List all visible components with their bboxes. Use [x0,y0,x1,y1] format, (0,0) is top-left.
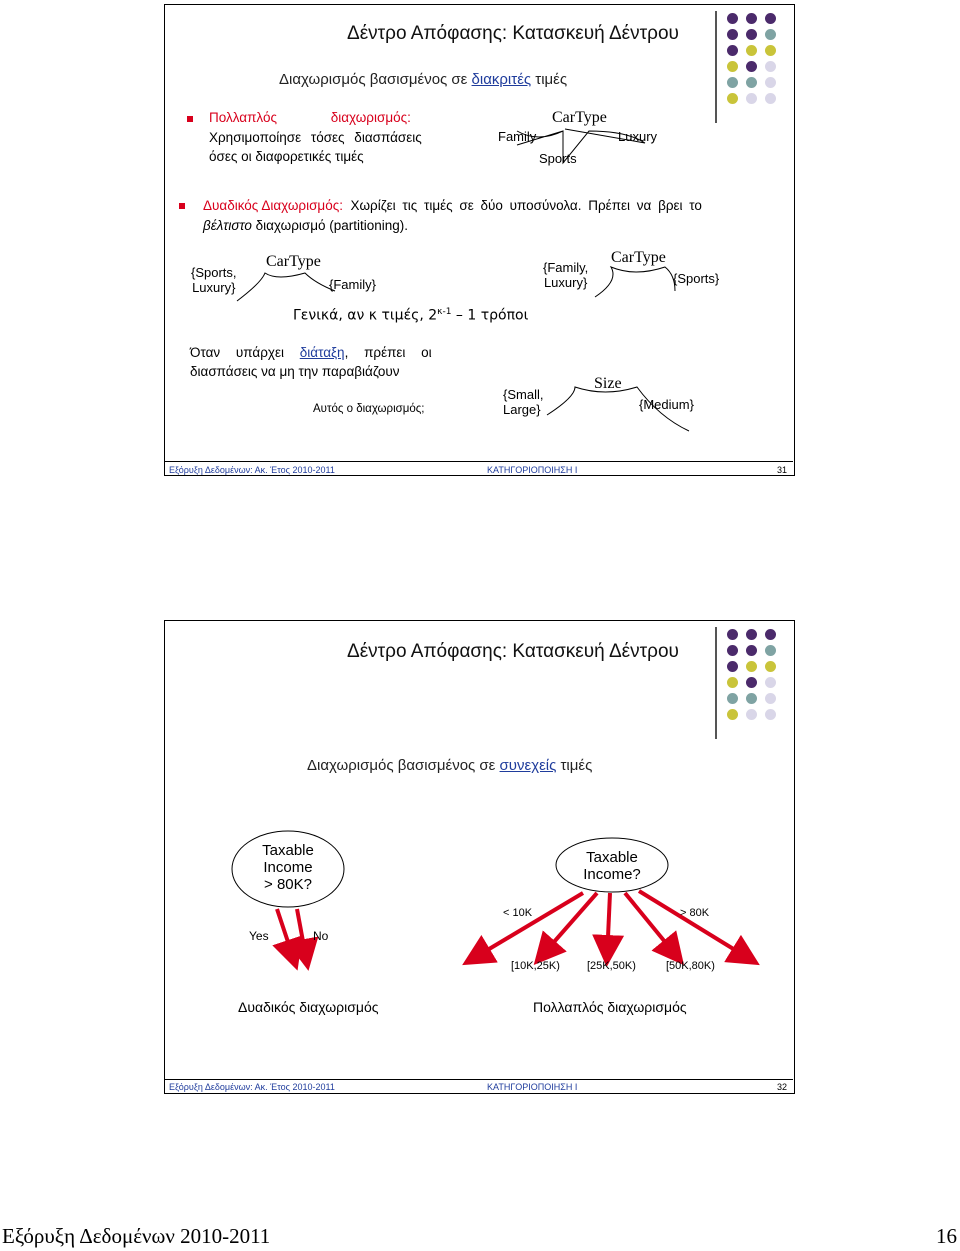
binary-split-line2: βέλτιστο διαχωρισμό (partitioning). [203,218,409,233]
multi-tree-left: Family [498,129,537,144]
slide-subtitle: Διαχωρισμός βασισμένος σε συνεχείς τιμές [307,757,593,774]
multi-tree-lt-label: < 10K [503,907,533,919]
subtitle-keyword: διακριτές [471,71,532,88]
document-page-number: 16 [936,1224,957,1248]
slide-31 [164,4,795,476]
multi-tree-node: Taxable Income? [583,849,641,883]
multi-tree-range-1: [10K,25K) [511,960,560,972]
size-tree-root: Size [594,375,622,392]
bullet-icon [179,203,185,209]
size-tree-left: {Small, Large} [503,387,544,417]
multi-tree-gt-label: > 80K [680,907,710,919]
multi-tree-middle: Sports [539,151,577,166]
order-question: Αυτός ο διαχωρισμός; [313,403,425,415]
slide-32 [164,620,795,1094]
footer-page-number: 32 [777,1082,788,1092]
tree2-right: {Sports} [673,271,720,286]
footer-course: Εξόρυξη Δεδομένων: Ακ. Έτος 2010-2011 [169,465,335,475]
footer-chapter: ΚΑΤΗΓΟΡΙΟΠΟΙΗΣΗ Ι [487,1082,578,1092]
multi-split-line2: όσες οι διαφορετικές τιμές [209,149,364,164]
footer-divider [165,1079,793,1080]
footer-divider [165,461,793,462]
tree1-right: {Family} [329,277,376,292]
binary-split-heading: Δυαδικός Διαχωρισμός: [203,198,343,213]
multi-tree-range-3: [50K,80K) [666,960,715,972]
tree-lines-slide1 [165,5,796,477]
general-formula: Γενικά, αν κ τιμές, $2^{\kappa-1} - 1$ τρόποι [293,307,529,324]
tree1-root: CarType [266,253,321,270]
slide-subtitle: Διαχωρισμός βασισμένος σε διακριτές τιμές [279,71,568,88]
multi-split-line1: Χρησιμοποίησε τόσες διασπάσεις [209,130,422,145]
binary-tree-node: Taxable Income > 80K? [262,842,314,893]
multi-tree-right: Luxury [618,129,658,144]
slide-title: Δέντρο Απόφασης: Κατασκευή Δέντρου [347,23,679,44]
size-tree-right: {Medium} [639,397,694,412]
footer-chapter: ΚΑΤΗΓΟΡΙΟΠΟΙΗΣΗ Ι [487,465,578,475]
binary-tree-yes: Yes [249,929,269,943]
footer-page-number: 31 [777,465,788,475]
document-footer-title: Εξόρυξη Δεδομένων 2010-2011 [2,1224,271,1248]
binary-tree-caption: Δυαδικός διαχωρισμός [238,999,379,1015]
order-keyword: διάταξη [299,345,345,360]
tree1-left: {Sports, Luxury} [191,265,237,295]
multi-tree-caption: Πολλαπλός διαχωρισμός [533,999,687,1015]
order-line2: διασπάσεις να μη την παραβιάζουν [190,364,400,379]
order-line1: Όταν υπάρχει διάταξη, πρέπει οι [190,345,432,360]
binary-split-line1: Δυαδικός Διαχωρισμός: Χωρίζει τις τιμές σε δύο υποσύνολα. Πρέπει να βρει το [203,198,702,213]
multi-tree-root: CarType [552,109,607,126]
binary-tree-no: No [313,929,329,943]
subtitle-keyword: συνεχείς [499,757,557,774]
multi-tree-range-2: [25K,50K) [587,960,636,972]
slide-title: Δέντρο Απόφασης: Κατασκευή Δέντρου [347,641,679,662]
tree2-left: {Family, Luxury} [543,260,589,290]
tree2-root: CarType [611,249,666,266]
footer-course: Εξόρυξη Δεδομένων: Ακ. Έτος 2010-2011 [169,1082,335,1092]
multi-split-heading: Πολλαπλός διαχωρισμός: [209,110,411,125]
